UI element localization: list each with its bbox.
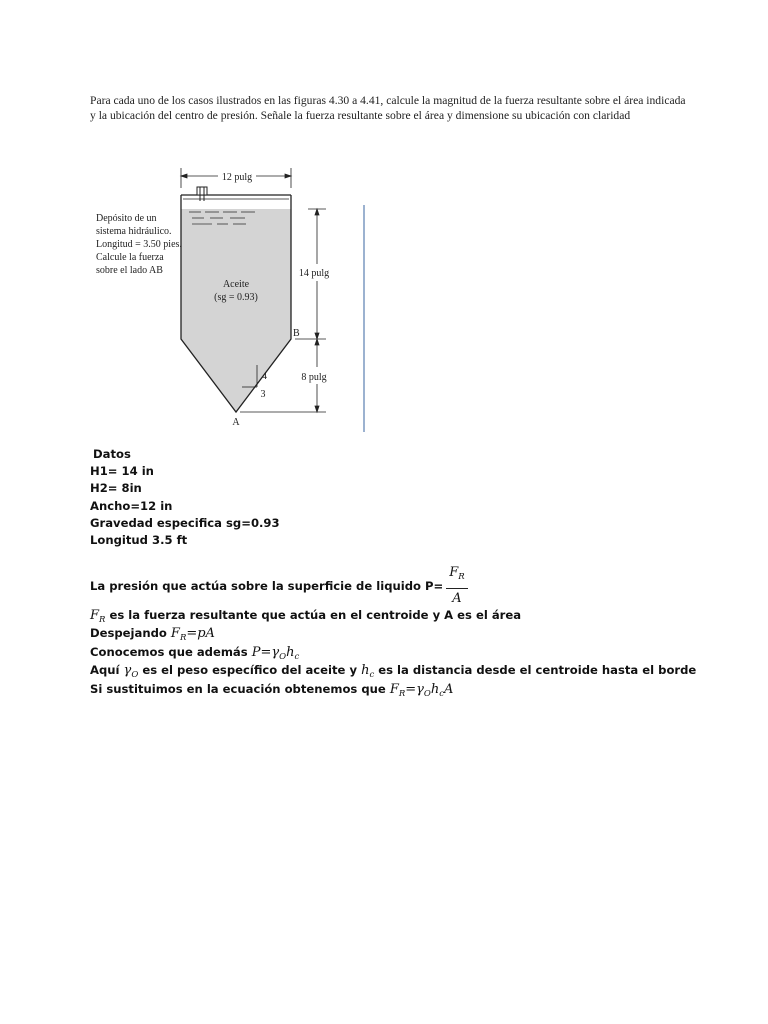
pressure-relation: Conocemos que además $P=\gamma_Oh_c$ <box>90 644 300 662</box>
solution-text <box>90 566 696 698</box>
slope-rise-label: 4 <box>262 371 267 382</box>
pressure-fraction: $\frac{F_R}{A}$ <box>446 564 467 608</box>
datos-item-longitud: Longitud 3.5 ft <box>90 533 188 548</box>
tank-figure <box>80 160 380 435</box>
lower-depth-label: 8 pulg <box>301 372 327 383</box>
svg-text:sistema hidráulico.: sistema hidráulico. <box>96 226 172 237</box>
fluid-sg: (sg = 0.93) <box>214 292 258 303</box>
datos-section <box>90 446 280 549</box>
oil-fill <box>181 209 291 412</box>
symbols-definition: Aquí $\gamma_O$ es el peso específico del aceite y $h_c$ es la distancia desde el centroide hasta el borde <box>90 663 697 681</box>
point-a-label: A <box>232 417 240 428</box>
datos-item-h1: H1= 14 in <box>90 464 154 479</box>
vent-cap-icon <box>197 187 207 195</box>
svg-text:Longitud = 3.50 pies.: Longitud = 3.50 pies. <box>96 239 182 250</box>
slope-run-label: 3 <box>260 389 266 400</box>
upper-depth-label: 14 pulg <box>298 268 330 279</box>
point-b-label: B <box>293 328 300 339</box>
datos-item-sg: Gravedad especifica sg=0.93 <box>90 515 280 530</box>
force-definition: $F_R$ es la fuerza resultante que actúa en el centroide y A es el área <box>90 608 522 625</box>
svg-text:sobre el lado AB: sobre el lado AB <box>96 265 163 276</box>
width-label: 12 pulg <box>221 172 253 183</box>
despejando-line: Despejando $F_R=pA$ <box>90 626 215 644</box>
problem-statement-line-1: Para cada uno de los casos ilustrados en las figuras 4.30 a 4.41, calcule la magnitud de la fuerza resultante sobre el área indicada <box>90 94 686 107</box>
svg-text:Depósito de un: Depósito de un <box>96 213 157 224</box>
substitution-line: Si sustituimos en la ecuación obtenemos que $F_R=\gamma_Oh_cA$ <box>90 681 454 699</box>
svg-text:Calcule la fuerza: Calcule la fuerza <box>96 252 164 263</box>
problem-statement <box>90 93 690 123</box>
fluid-name: Aceite <box>222 279 250 290</box>
pressure-definition: La presión que actúa sobre la superficie de liquido P= $\frac{F_R}{A}$ <box>90 566 696 606</box>
problem-statement-line-2: y la ubicación del centro de presión. Señale la fuerza resultante sobre el área y dimensione su ubicación con claridad <box>90 109 631 122</box>
figure-description <box>96 213 182 276</box>
datos-item-h2: H2= 8in <box>90 481 142 496</box>
datos-item-ancho: Ancho=12 in <box>90 498 173 513</box>
datos-heading: Datos <box>93 447 131 461</box>
